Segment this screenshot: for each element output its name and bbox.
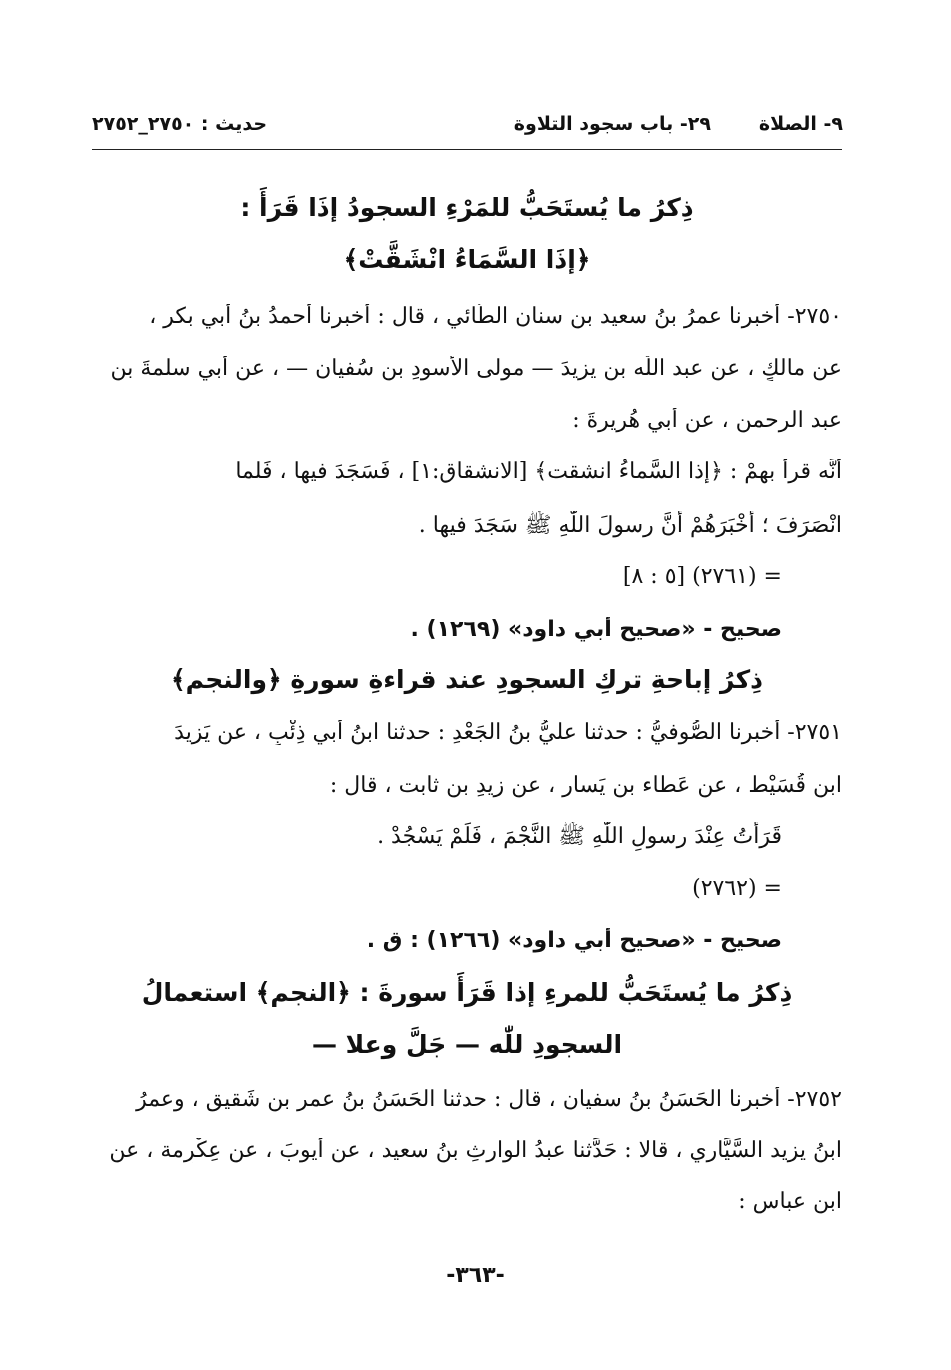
heading-2: ذِكرُ إباحةِ تركِ السجودِ عند قراءةِ سورةِ ﴿والنجم﴾ [171,665,763,694]
heading-3-line-2: السجودِ للّٰه — جَلَّ وعلا — [311,1030,623,1059]
hadith-2751-grade: صحيح - «صحيح أبي داود» (١٢٦٦) : ق . [366,928,782,953]
hadith-2752-line-1: ٢٧٥٢- أخبرنا الحَسَنُ بنُ سفيان ، قال : حدثنا الحَسَنُ بنُ عمر بن شَقيق ، وعمرُ [136,1087,842,1112]
heading-3-line-1: ذِكرُ ما يُستَحَبُّ للمرءِ إذا قَرَأَ سورةَ : ﴿النجم﴾ استعمالُ [141,978,793,1007]
hadith-2751-line-1: ٢٧٥١- أخبرنا الصُّوفيُّ : حدثنا عليُّ بنُ الجَعْدِ : حدثنا ابنُ أبي ذِئْبٍ ، عن يَزيدَ [174,720,842,745]
hadith-2750-grade: صحيح - «صحيح أبي داود» (١٢٦٩) . [410,617,782,642]
hadith-range: حديث : ٢٧٥٠_٢٧٥٢ [92,113,268,135]
section-title: ٢٩- باب سجود التلاوة [513,113,711,135]
hadith-2750-line-3: عبد الرحمن ، عن أبي هُريرةَ : [572,408,842,433]
hadith-2751-reference: = (٢٧٦٢) [692,876,782,901]
hadith-2752-line-3: ابنِ عباس : [738,1189,842,1214]
page-number: -٣٦٣- [446,1263,505,1288]
heading-1-line-2: ﴿إذَا السَّمَاءُ انْشَقَّتْ﴾ [343,245,591,274]
chapter-title: ٩- الصلاة [758,113,843,135]
hadith-2750-line-5: انْصَرَفَ ؛ أَخْبَرَهُمْ أَنَّ رسولَ اللّٰهِ ﷺ سَجَدَ فيها . [418,513,842,538]
hadith-2750-line-2: عن مالكٍ ، عن عبد اللّٰه بن يزيدَ — مولى الأسودِ بنِ سُفيان — ، عن أبي سلمةَ بنِ [110,356,842,381]
hadith-2752-line-2: ابنُ يزيد السَّيَّاري ، قالا : حَدَّثنا عبدُ الوارثِ بنُ سعيد ، عن أيوبَ ، عن عِكْرِمة ، عن [109,1138,842,1163]
heading-1-line-1: ذِكرُ ما يُستَحَبُّ للمَرْءِ السجودُ إذَا قَرَأَ : [240,193,694,222]
hadith-2750-line-1: ٢٧٥٠- أخبرنا عمرُ بنُ سعيد بن سنان الطَّائي ، قال : أخبرنا أحمدُ بنُ أبي بكر ، [149,304,842,329]
header-divider [92,149,842,150]
hadith-2750-line-4: أنَّه قرأَ بهِمْ : ﴿إذا السَّماءُ انشقت﴾ [الانشقاق:١] ، فَسَجَدَ فيها ، فَلما [235,459,842,484]
hadith-2751-line-2: ابنِ قُسَيْط ، عن عَطاء بن يَسار ، عن زيدِ بن ثابت ، قال : [329,773,842,798]
hadith-2750-reference: = (٢٧٦١) [٥ : ٨] [622,564,782,589]
hadith-2751-line-3: قَرَأْتُ عِنْدَ رسولِ اللّٰهِ ﷺ النَّجْمَ ، فَلَمْ يَسْجُدْ . [377,824,782,849]
